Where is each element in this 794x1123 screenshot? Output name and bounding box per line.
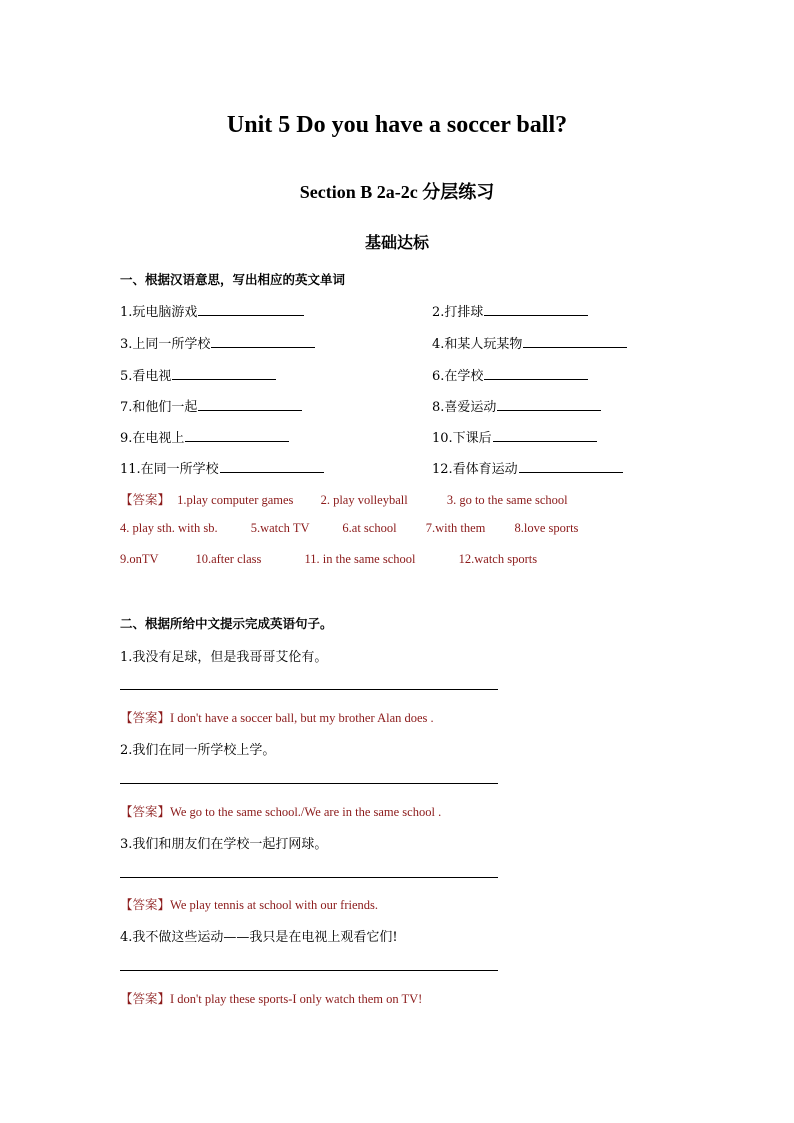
vocab-item [120, 458, 324, 477]
vocab-prompt: 8.喜爱运动 [432, 400, 497, 415]
vocab-answer: 8.love sports [514, 521, 579, 535]
sentence-answer [120, 895, 378, 913]
answer-blank[interactable] [497, 398, 601, 411]
sentence-answer [120, 989, 422, 1007]
vocab-answer: 3. go to the same school [446, 493, 568, 507]
sentence-prompt: 3.我们和朋友们在学校一起打网球。 [120, 837, 328, 852]
sentence-answer-line[interactable] [120, 877, 498, 878]
vocab-prompt: 6.在学校 [432, 369, 484, 384]
answer-blank[interactable] [484, 303, 588, 316]
vocab-answer: 5.watch TV [250, 521, 310, 535]
vocab-answer-row [120, 521, 578, 536]
sentence-prompt: 4.我不做这些运动——我只是在电视上观看它们! [120, 930, 398, 945]
section-subtitle: Section B 2a-2c 分层练习 [299, 182, 495, 202]
sentence-answer-text: I don't have a soccer ball, but my brother Alan does . [170, 711, 434, 725]
vocab-item [432, 301, 588, 320]
answer-blank[interactable] [493, 429, 597, 442]
answer-blank[interactable] [198, 398, 302, 411]
part2-heading: 二、根据所给中文提示完成英语句子。 [120, 616, 333, 631]
vocab-item [432, 365, 588, 384]
vocab-prompt: 5.看电视 [120, 369, 172, 384]
level-heading: 基础达标 [364, 235, 429, 252]
sentence-answer-line[interactable] [120, 970, 498, 971]
answer-tag: 【答案】 [120, 991, 171, 1006]
vocab-item [432, 427, 597, 446]
vocab-answer-row [120, 490, 568, 508]
vocab-prompt: 10.下课后 [432, 431, 492, 446]
vocab-answer-row [120, 552, 537, 567]
answer-blank[interactable] [198, 303, 304, 316]
vocab-prompt: 7.和他们一起 [120, 400, 198, 415]
answer-blank[interactable] [211, 335, 315, 348]
sentence-prompt: 2.我们在同一所学校上学。 [120, 743, 276, 758]
answer-tag: 【答案】 [120, 492, 171, 507]
vocab-prompt: 9.在电视上 [120, 431, 185, 446]
sentence-answer [120, 802, 441, 820]
sentence-answer [120, 708, 434, 726]
answer-blank[interactable] [484, 367, 588, 380]
answer-blank[interactable] [519, 460, 623, 473]
answer-blank[interactable] [172, 367, 276, 380]
sentence-answer-line[interactable] [120, 783, 498, 784]
vocab-prompt: 12.看体育运动 [432, 462, 518, 477]
answer-tag: 【答案】 [120, 897, 171, 912]
answer-tag: 【答案】 [120, 710, 171, 725]
sentence-answer-text: We go to the same school./We are in the same school . [170, 805, 442, 819]
sentence-answer-text: We play tennis at school with our friends. [170, 898, 378, 912]
vocab-answer: 11. in the same school [304, 552, 416, 566]
vocab-answer: 12.watch sports [458, 552, 538, 566]
vocab-prompt: 1.玩电脑游戏 [120, 305, 198, 320]
page-title: Unit 5 Do you have a soccer ball? [226, 112, 568, 138]
vocab-prompt: 11.在同一所学校 [120, 462, 219, 477]
vocab-answer: 2. play volleyball [320, 493, 408, 507]
sentence-answer-line[interactable] [120, 689, 498, 690]
vocab-item [432, 458, 623, 477]
vocab-item [120, 427, 289, 446]
sentence-prompt: 1.我没有足球，但是我哥哥艾伦有。 [120, 650, 328, 665]
answer-tag: 【答案】 [120, 804, 171, 819]
vocab-answer: 1.play computer games [177, 493, 294, 507]
vocab-prompt: 2.打排球 [432, 305, 484, 320]
vocab-answer: 9.onTV [120, 552, 159, 566]
vocab-item [120, 301, 304, 320]
answer-blank[interactable] [185, 429, 289, 442]
vocab-prompt: 3.上同一所学校 [120, 337, 211, 352]
vocab-answer: 10.after class [195, 552, 262, 566]
vocab-item [432, 333, 627, 352]
vocab-answer: 4. play sth. with sb. [120, 521, 218, 535]
vocab-item [120, 365, 276, 384]
vocab-item [432, 396, 601, 415]
sentence-answer-text: I don't play these sports-I only watch them on TV! [170, 992, 423, 1006]
answer-blank[interactable] [220, 460, 324, 473]
part1-heading: 一、根据汉语意思，写出相应的英文单词 [120, 272, 346, 287]
vocab-prompt: 4.和某人玩某物 [432, 337, 523, 352]
vocab-item [120, 333, 315, 352]
vocab-item [120, 396, 302, 415]
vocab-answer: 7.with them [425, 521, 486, 535]
vocab-answer: 6.at school [342, 521, 397, 535]
answer-blank[interactable] [523, 335, 627, 348]
